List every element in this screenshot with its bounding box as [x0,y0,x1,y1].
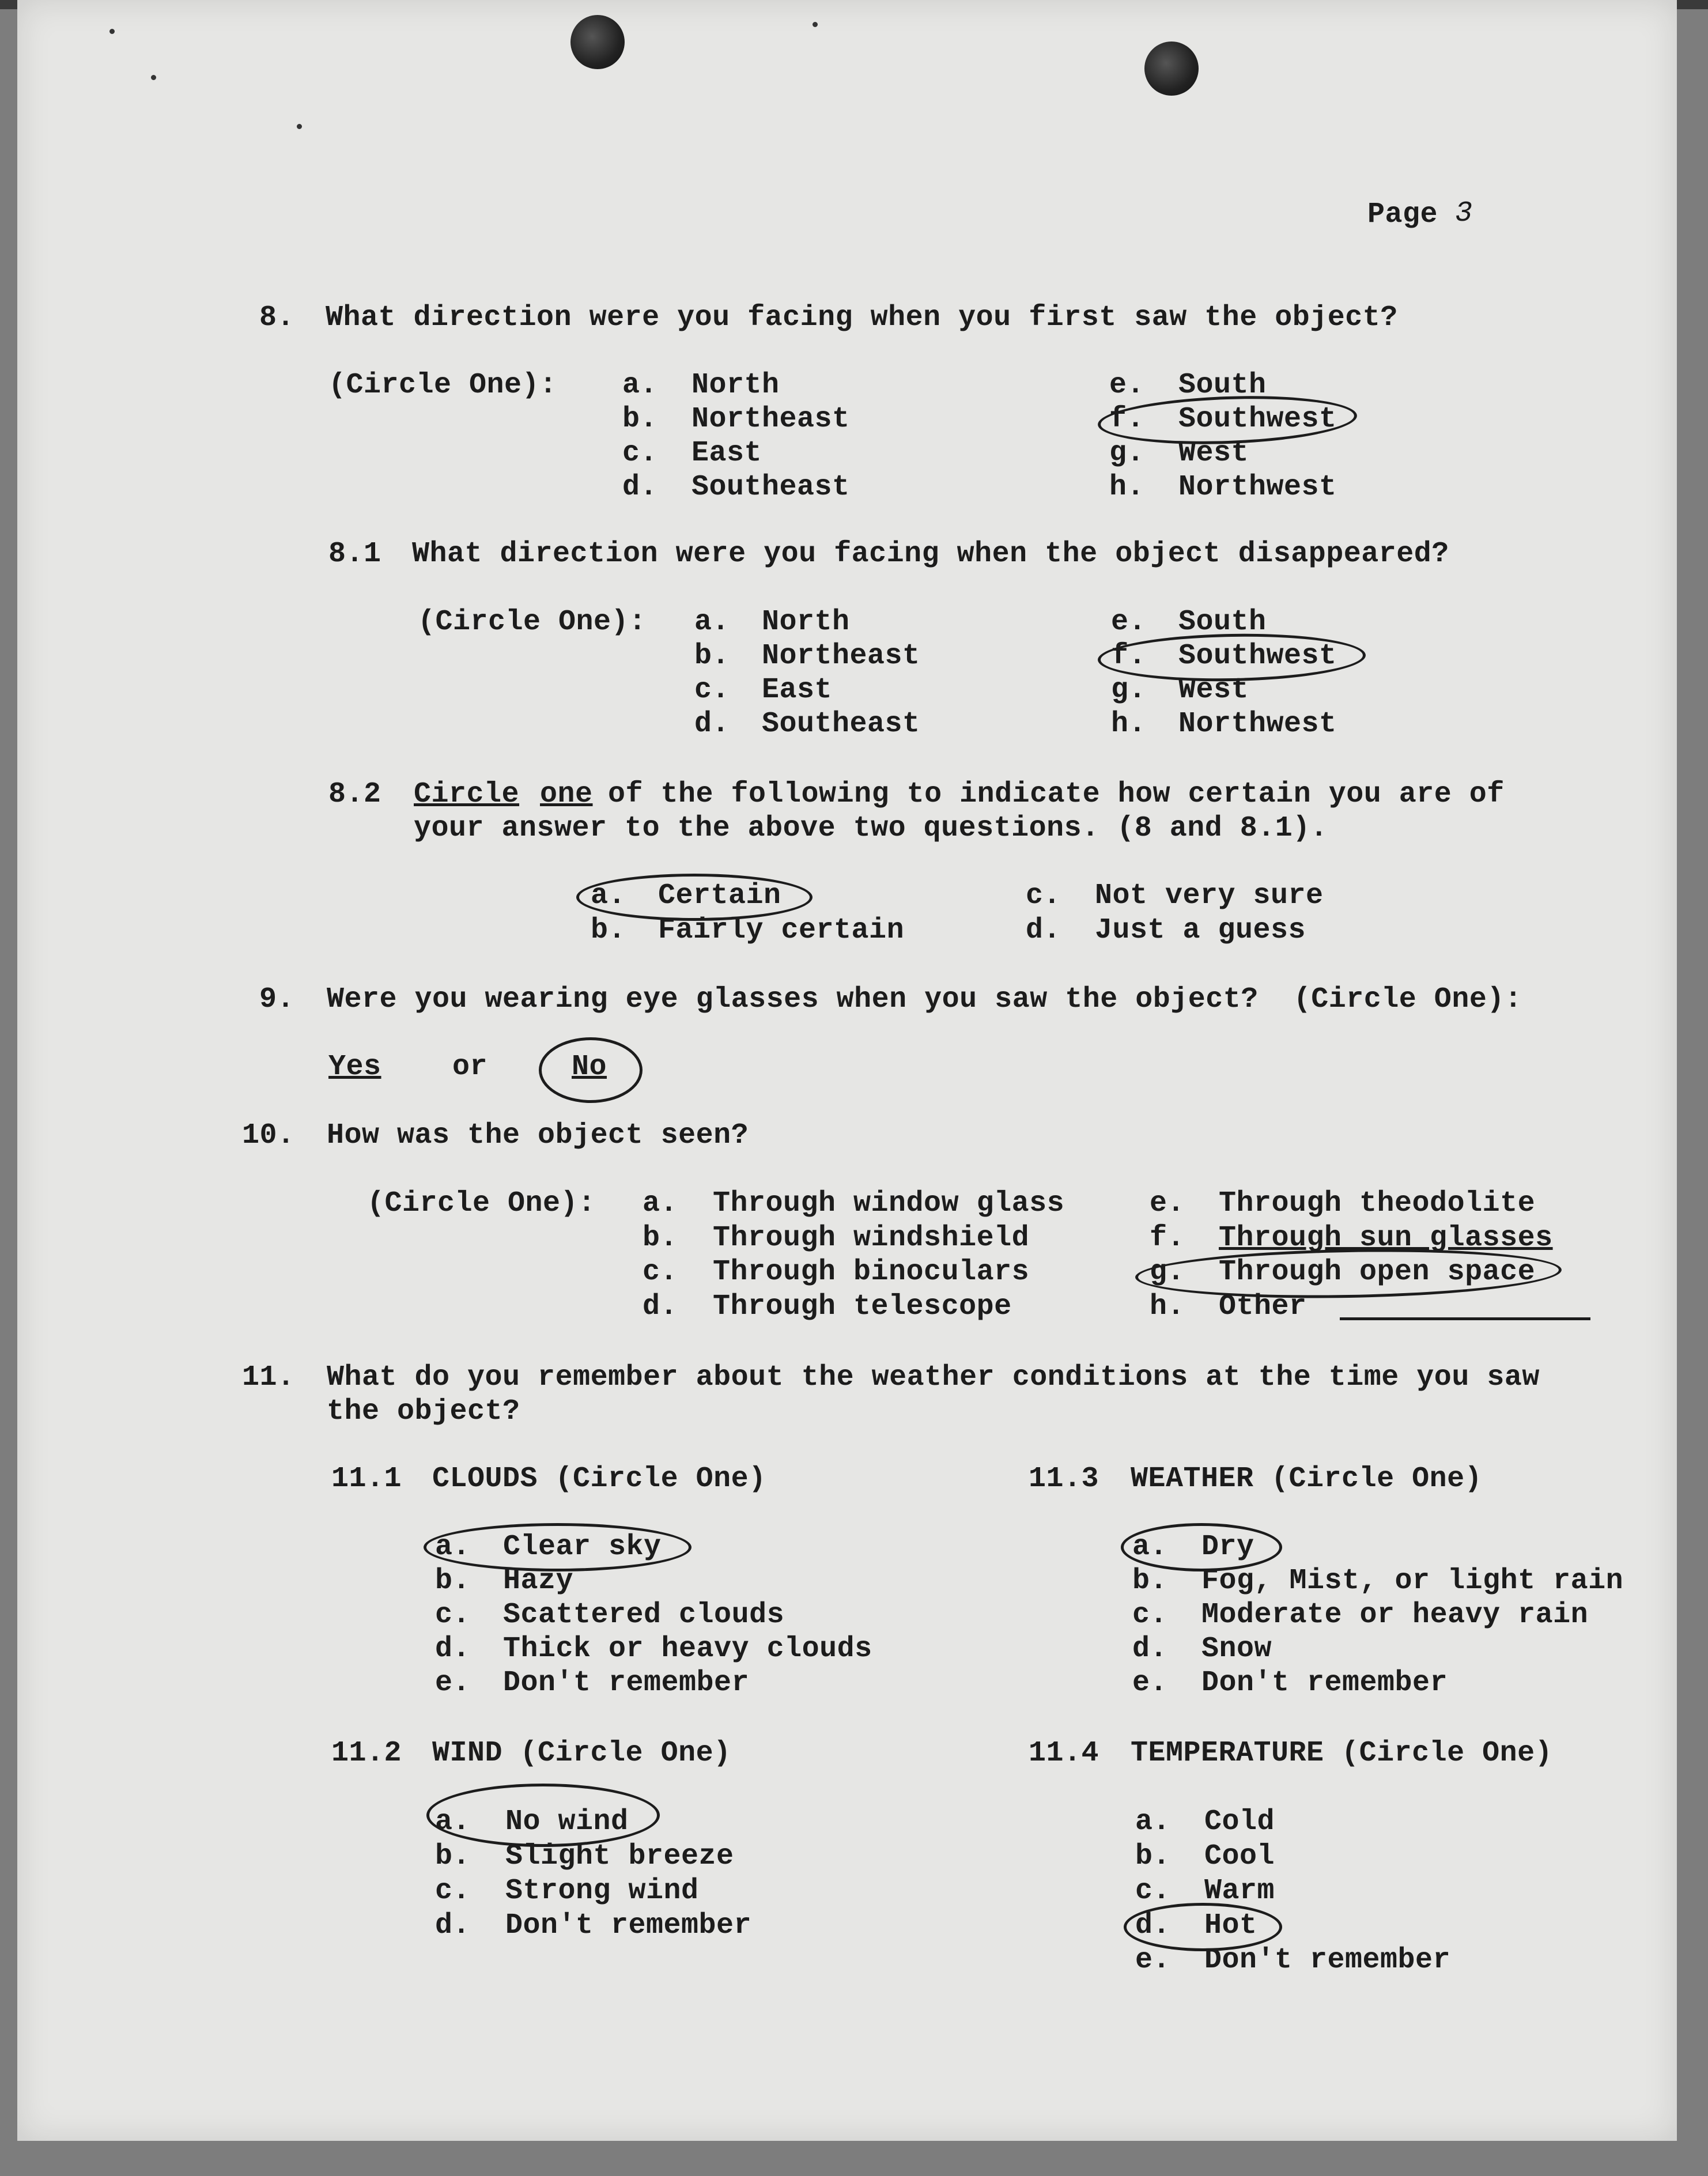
page-number: 3 [1455,197,1473,230]
q11-3-opt-d-letter[interactable]: d. [1132,1633,1168,1665]
q8-opt-g-letter[interactable]: g. [1109,437,1145,470]
q8-opt-h-letter[interactable]: h. [1109,471,1145,504]
q8-1-opt-g-letter[interactable]: g. [1111,674,1147,707]
q11-2-answer-circle [426,1784,660,1847]
q11-4-opt-a[interactable]: Cold [1204,1805,1275,1838]
q11-text: What do you remember about the weather conditions at the time you saw [327,1361,1540,1394]
q11-4-opt-e[interactable]: Don't remember [1204,1944,1451,1977]
q11-3-opt-e[interactable]: Don't remember [1201,1667,1448,1699]
q11-4-opt-d[interactable]: Hot [1204,1909,1257,1942]
punch-hole-right [1144,41,1199,96]
q11-3-opt-b-letter[interactable]: b. [1132,1565,1168,1597]
q10-instruction: (Circle One): [367,1187,596,1220]
q11-3-answer-circle [1121,1523,1282,1571]
q8-2-opt-d-letter[interactable]: d. [1026,914,1061,947]
q11-1-opt-e[interactable]: Don't remember [503,1667,750,1699]
q10-opt-c[interactable]: Through binoculars [713,1256,1030,1289]
speck [813,22,818,27]
q11-2-opt-d-letter[interactable]: d. [435,1909,471,1942]
q10-opt-e-letter[interactable]: e. [1150,1187,1185,1220]
q11-4-opt-e-letter[interactable]: e. [1135,1944,1171,1977]
q11-3-opt-a[interactable]: Dry [1201,1531,1254,1563]
q8-opt-h[interactable]: Northwest [1178,471,1337,504]
q11-2-opt-b[interactable]: Slight breeze [505,1840,734,1873]
q8-1-opt-g[interactable]: West [1178,674,1249,707]
q9-number: 9. [259,983,295,1016]
q10-opt-g[interactable]: Through open space [1219,1256,1536,1289]
q10-opt-f-letter[interactable]: f. [1150,1222,1185,1255]
q11-3-opt-c[interactable]: Moderate or heavy rain [1201,1599,1589,1631]
q8-1-opt-h[interactable]: Northwest [1178,708,1337,741]
q10-opt-c-letter[interactable]: c. [643,1256,678,1289]
q10-opt-e[interactable]: Through theodolite [1219,1187,1536,1220]
q8-2-one-word: one [540,778,593,811]
q11-1-number: 11.1 [331,1463,402,1495]
q8-1-opt-e-letter[interactable]: e. [1111,606,1147,639]
speck [297,124,302,129]
q8-opt-e-letter[interactable]: e. [1109,369,1145,402]
page-label: Page [1367,198,1438,231]
q10-opt-d-letter[interactable]: d. [643,1290,678,1323]
q8-opt-c-letter[interactable]: c. [622,437,658,470]
q11-4-title: TEMPERATURE (Circle One) [1131,1737,1553,1770]
speck [151,75,156,80]
q10-opt-a-letter[interactable]: a. [643,1187,678,1220]
q8-text: What direction were you facing when you first saw the object? [326,301,1398,334]
q8-1-text: What direction were you facing when the object disappeared? [412,538,1449,571]
q11-4-opt-d-letter[interactable]: d. [1135,1909,1171,1942]
q8-1-opt-e[interactable]: South [1178,606,1267,639]
q8-1-number: 8.1 [328,538,381,571]
q8-2-opt-b-letter[interactable]: b. [591,914,626,947]
q8-2-opt-b[interactable]: Fairly certain [658,914,905,947]
q8-1-opt-b-letter[interactable]: b. [694,640,730,673]
q8-opt-b-letter[interactable]: b. [622,403,658,436]
q11-4-number: 11.4 [1029,1737,1099,1770]
q11-text-line2: the object? [327,1395,520,1428]
q11-4-answer-circle [1124,1903,1282,1951]
q8-2-text: of the following to indicate how certain you are of [608,778,1505,811]
q11-1-opt-e-letter[interactable]: e. [435,1667,471,1699]
q11-1-answer-circle [424,1523,691,1571]
q9-or: or [452,1051,488,1083]
q11-3-title: WEATHER (Circle One) [1131,1463,1483,1495]
q11-3-opt-a-letter[interactable]: a. [1132,1531,1168,1563]
q10-opt-a[interactable]: Through window glass [713,1187,1065,1220]
q11-2-opt-c[interactable]: Strong wind [505,1875,699,1907]
q8-2-answer-circle [576,874,813,921]
q11-2-number: 11.2 [331,1737,402,1770]
q8-opt-a[interactable]: North [691,369,780,402]
q8-instruction: (Circle One): [328,369,557,402]
q10-number: 10. [242,1119,295,1152]
q11-3-opt-e-letter[interactable]: e. [1132,1667,1168,1699]
q11-1-title: CLOUDS (Circle One) [432,1463,766,1495]
q11-number: 11. [242,1361,295,1394]
q9-no[interactable]: No [572,1051,607,1083]
q8-opt-b[interactable]: Northeast [691,403,850,436]
q11-2-opt-c-letter[interactable]: c. [435,1875,471,1907]
punch-hole-left [570,15,625,69]
q8-1-opt-d[interactable]: Southeast [762,708,920,741]
q11-4-opt-a-letter[interactable]: a. [1135,1805,1171,1838]
q8-2-circle-word: Circle [414,778,520,811]
q10-other-blank-line[interactable] [1340,1317,1590,1320]
q11-3-opt-b[interactable]: Fog, Mist, or light rain [1201,1565,1624,1597]
q8-1-opt-f[interactable]: Southwest [1178,640,1337,673]
q10-opt-g-letter[interactable]: g. [1150,1256,1185,1289]
speck [109,29,115,34]
q8-2-opt-d[interactable]: Just a guess [1095,914,1306,947]
q8-2-opt-c[interactable]: Not very sure [1095,879,1324,912]
q8-opt-e[interactable]: South [1178,369,1267,402]
q10-text: How was the object seen? [327,1119,749,1152]
q11-1-opt-b[interactable]: Hazy [503,1565,574,1597]
q8-opt-a-letter[interactable]: a. [622,369,658,402]
q8-1-opt-b[interactable]: Northeast [762,640,920,673]
q11-2-title: WIND (Circle One) [432,1737,731,1770]
q11-2-opt-a-letter[interactable]: a. [435,1805,471,1838]
q9-yes[interactable]: Yes [328,1051,381,1083]
q8-2-opt-a[interactable]: Certain [658,879,781,912]
q8-opt-d[interactable]: Southeast [691,471,850,504]
q8-opt-f-letter[interactable]: f. [1109,403,1145,436]
q8-2-text-line2: your answer to the above two questions. (8 and 8.1). [414,812,1328,845]
q8-number: 8. [259,301,295,334]
q11-2-opt-d[interactable]: Don't remember [505,1909,752,1942]
q8-2-opt-a-letter[interactable]: a. [591,879,626,912]
q8-opt-g[interactable]: West [1178,437,1249,470]
q8-1-opt-f-letter[interactable]: f. [1111,640,1147,673]
q9-text: Were you wearing eye glasses when you saw the object? (Circle One): [327,983,1522,1016]
q8-1-instruction: (Circle One): [418,606,647,639]
q8-1-opt-c-letter[interactable]: c. [694,674,730,707]
q9-answer-circle [539,1037,643,1103]
q10-opt-b[interactable]: Through windshield [713,1222,1030,1255]
q10-opt-d[interactable]: Through telescope [713,1290,1012,1323]
q11-2-opt-a[interactable]: No wind [505,1805,629,1838]
q8-opt-d-letter[interactable]: d. [622,471,658,504]
q11-4-opt-c[interactable]: Warm [1204,1875,1275,1907]
q11-4-opt-c-letter[interactable]: c. [1135,1875,1171,1907]
q11-3-opt-d[interactable]: Snow [1201,1633,1272,1665]
q10-opt-h-letter[interactable]: h. [1150,1290,1185,1323]
q11-2-opt-b-letter[interactable]: b. [435,1840,471,1873]
q11-1-opt-a-letter[interactable]: a. [435,1531,471,1563]
q8-1-opt-h-letter[interactable]: h. [1111,708,1147,741]
q11-1-opt-c-letter[interactable]: c. [435,1599,471,1631]
q11-4-opt-b-letter[interactable]: b. [1135,1840,1171,1873]
q10-opt-h[interactable]: Other [1219,1290,1307,1323]
q8-opt-f[interactable]: Southwest [1178,403,1337,436]
q8-1-opt-c[interactable]: East [762,674,833,707]
q8-1-opt-d-letter[interactable]: d. [694,708,730,741]
q10-opt-b-letter[interactable]: b. [643,1222,678,1255]
q8-1-opt-a[interactable]: North [762,606,850,639]
q8-opt-c[interactable]: East [691,437,762,470]
q11-1-opt-b-letter[interactable]: b. [435,1565,471,1597]
q11-3-number: 11.3 [1029,1463,1099,1495]
q11-1-opt-c[interactable]: Scattered clouds [503,1599,785,1631]
q8-2-number: 8.2 [328,778,381,811]
q10-opt-f[interactable]: Through sun glasses [1219,1222,1553,1255]
q11-4-opt-b[interactable]: Cool [1204,1840,1275,1873]
q11-1-opt-d[interactable]: Thick or heavy clouds [503,1633,872,1665]
q8-1-opt-a-letter[interactable]: a. [694,606,730,639]
q11-3-opt-c-letter[interactable]: c. [1132,1599,1168,1631]
q11-1-opt-d-letter[interactable]: d. [435,1633,471,1665]
q8-2-opt-c-letter[interactable]: c. [1026,879,1061,912]
q11-1-opt-a[interactable]: Clear sky [503,1531,662,1563]
